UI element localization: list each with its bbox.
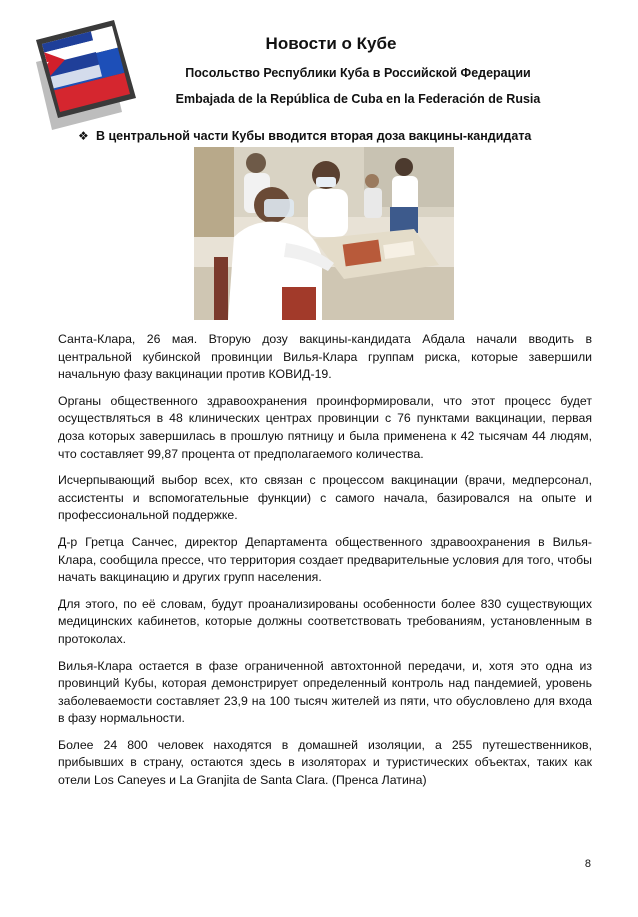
- newsletter-title: Новости о Кубе: [265, 34, 397, 53]
- article-paragraph: Органы общественного здравоохранения проинформировали, что этот процесс будет осуществляться в 48 клинических центрах провинции с 76 пунктами вакцинации, первая доза которых завершилась в прошлую пятницу и была применена к 42 тысячам 44 людям, что составляет 99,87 процента от предполагаемого количества.: [58, 393, 592, 461]
- article-paragraph: Вилья-Клара остается в фазе ограниченной автохтонной передачи, и, хотя это одна из провинций Кубы, которая демонстрирует определенный контроль над пандемией, уровень заболеваемости составляет 23,9 на 100 тысяч жителей из пяти, что обусловлено для входа в фазу нормальности.: [58, 658, 592, 726]
- article-paragraph: Исчерпывающий выбор всех, кто связан с процессом вакцинации (врачи, медперсонал, ассистенты и вспомогательные функции) с самого начала, базировался на опыте и профессиональной поддержке.: [58, 473, 592, 523]
- embassy-name-ru: Посольство Республики Куба в Российской Федерации: [185, 66, 531, 80]
- embassy-name-es: Embajada de la República de Cuba en la Federación de Rusia: [175, 92, 541, 106]
- diamond-bullet-icon: ❖: [78, 129, 89, 143]
- page-number: 8: [584, 858, 591, 870]
- vaccination-photo: [194, 147, 454, 320]
- article-paragraph: Для этого, по её словам, будут проанализированы особенности более 830 существующих медицинских кабинетов, которые должны соответствовать требованиям, установленным в протоколах.: [58, 596, 592, 646]
- article-paragraph: Более 24 800 человек находятся в домашней изоляции, а 255 путешественников, прибывших в страну, остаются здесь в изоляторах и туристических объектах, таких как отели Los Caneyes и La Granjita de Santa Clara. (Пренса Латина): [58, 737, 592, 788]
- article-headline: [78, 129, 531, 143]
- headline-text: В центральной части Кубы вводится вторая доза вакцины-кандидата: [96, 129, 532, 143]
- article-paragraph: Д-р Гретца Санчес, директор Департамента общественного здравоохранения в Вилья-Клара, сообщила прессе, что территория создает предварительные условия для того, чтобы начать вакцинацию и других групп населения.: [58, 534, 592, 585]
- article-paragraph: Санта-Клара, 26 мая. Вторую дозу вакцины-кандидата Абдала начали вводить в центральной кубинской провинции Вилья-Клара группам риска, которые завершили начальную фазу вакцинации против КОВИД-19.: [58, 332, 592, 382]
- article-body: [58, 331, 592, 799]
